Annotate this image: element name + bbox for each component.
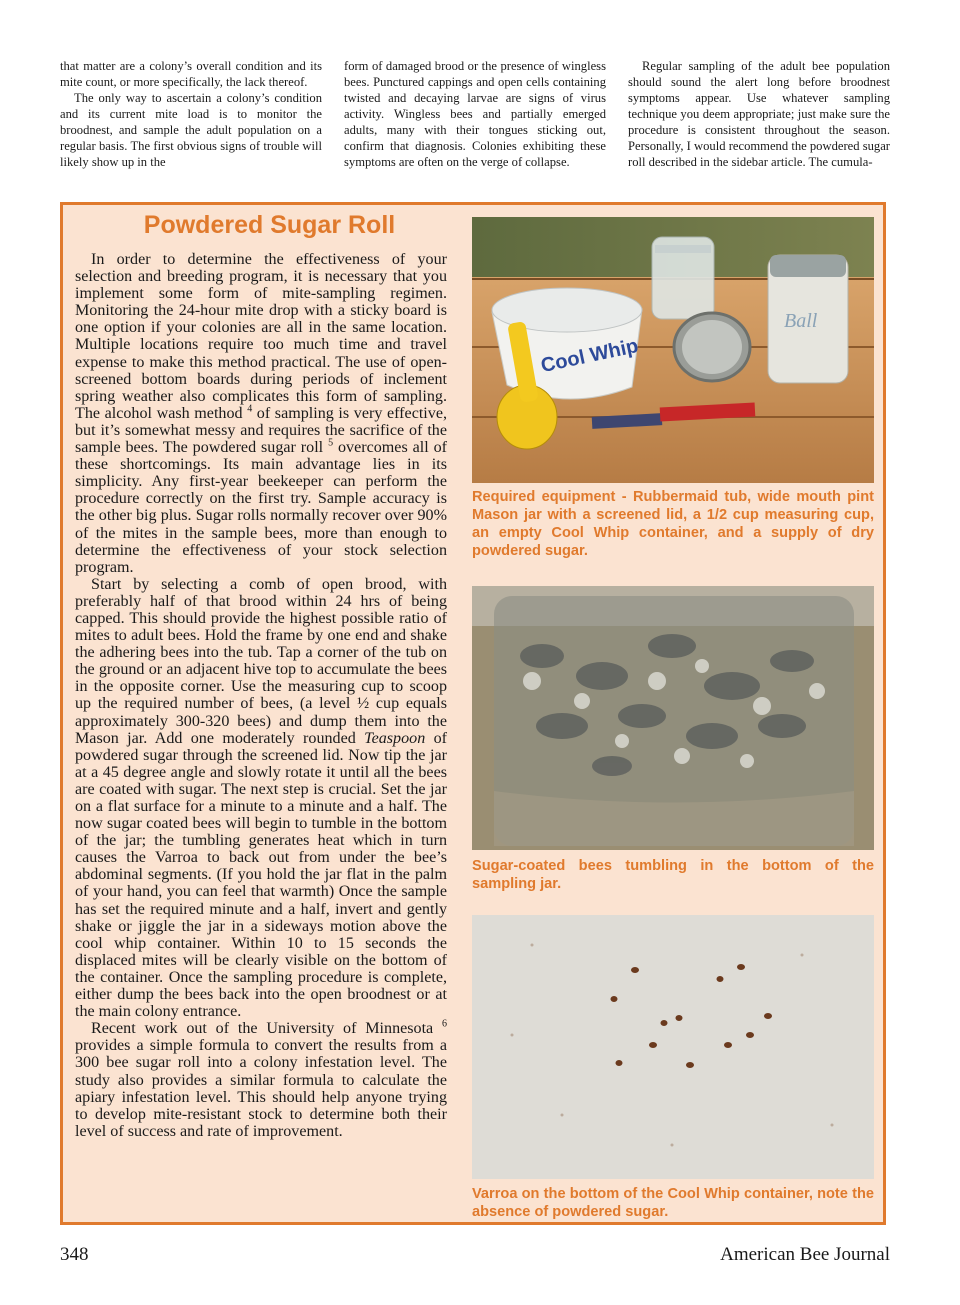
sidebar-paragraph-1 xyxy=(75,251,447,576)
sidebar-paragraph-3 xyxy=(75,1020,447,1140)
text-run: of sampling is very effective, but it’s somewhat messy and requires the sacrifice of the sample bees. The powdered sugar roll xyxy=(75,404,447,457)
caption-varroa: Varroa on the bottom of the Cool Whip container, note the absence of powdered sugar. xyxy=(472,1186,874,1220)
text-run: overcomes all of these shortcomings. Its main advantage lies in its simplicity. Any first-year beekeeper can perform the procedure correctly on the first try. Sample accuracy is the other big plus. Sugar rolls normally recover over 90% of the mites in the sample bees, more than enough to determine the effectiveness of your stock selection program. xyxy=(75,439,448,576)
text-run: of powdered sugar through the screened lid. Now tip the jar at a 45 degree angle and slowly rotate it until all the bees are coated with sugar. The next step is crucial. Set the jar on a flat surface for a minute to a minute and a half. The now sugar coated bees will begin to tumble in the bottom of the jar; the tumbling generates heat which in turn causes the Varroa to back out from under the bee’s abdominal segments. (If you hold the jar flat in the palm of your hand, you can feel that warmth) Once the sample has set the required minute and a half, invert and gently shake or jiggle the jar in a sideways motion above the cool whip container. Within 10 to 15 seconds the displaced mites will be clearly visible on the bottom of the container. Once the sampling procedure is complete, either dump the bees back into the open broodnest or at the main colony entrance. xyxy=(75,729,447,1021)
column-2 xyxy=(344,58,606,170)
paragraph: form of damaged brood or the presence of wingless bees. Punctured cappings and open cells containing twisted and decaying larvae are signs of virus activity. Wingless bees and partially emerged adults, many with their tongues sticking out, confirm that diagnosis. Colonies exhibiting these symptoms are often on the verge of collapse. xyxy=(344,59,606,169)
journal-name: American Bee Journal xyxy=(720,1244,890,1265)
tub-label: Cool Whip xyxy=(539,335,641,378)
caption-equipment: Required equipment - Rubbermaid tub, wide mouth pint Mason jar with a screened lid, a 1/2 cup measuring cup, an empty Cool Whip container, and a supply of dry powdered sugar. xyxy=(472,489,874,559)
varroa-photo xyxy=(472,915,874,1179)
varroa-illustration xyxy=(472,915,874,1179)
bees-jar-photo xyxy=(472,586,874,850)
text-run: Recent work out of the University of Minnesota xyxy=(91,1020,434,1038)
page-number: 348 xyxy=(60,1244,89,1265)
jar-label: Ball xyxy=(784,310,818,332)
article-columns xyxy=(60,58,890,190)
paragraph: that matter are a colony’s overall condition and its mite count, or more specifically, the lack thereof. xyxy=(60,59,322,89)
paragraph: Regular sampling of the adult bee population should sound the alert long before broodnest symptoms appear. Use whatever sampling technique you deem appropriate; just make sure the procedure is consistent throughout the season. Personally, I would recommend the powdered sugar roll described in the sidebar article. The cumula- xyxy=(628,59,890,169)
paragraph: The only way to ascertain a colony’s condition and its current mite load is to monitor the broodnest, and sample the adult population on a regular basis. The first obvious signs of trouble will likely show up in the xyxy=(60,91,322,169)
italic-term: Teaspoon xyxy=(364,729,426,747)
sidebar-body xyxy=(75,251,447,1140)
text-run: provides a simple formula to convert the results from a 300 bee sugar roll into a colony infestation level. The study also provides a similar formula to calculate the apiary infestation level. This should help anyone trying to develop mite-resistant stock to determine both their level of success and rate of improvement. xyxy=(75,1037,447,1140)
column-3 xyxy=(628,58,890,170)
bees-jar-illustration xyxy=(472,586,874,850)
footnote-ref: 6 xyxy=(442,1018,447,1030)
text-run: In order to determine the effectiveness of your selection and breeding program, it is necessary that you implement some form of mite-sampling regimen. Monitoring the 24-hour mite drop with a sticky board is one option if your colonies are all in the same location. Multiple locations require too much time and travel expense to make this method practical. The use of open-screened bottom boards during periods of inclement spring weather also complicates this form of sampling. The alcohol wash method xyxy=(75,251,447,422)
equipment-illustration xyxy=(472,217,874,483)
sidebar-paragraph-2 xyxy=(75,576,447,1020)
equipment-photo xyxy=(472,217,874,483)
column-1 xyxy=(60,58,322,170)
caption-bees-jar: Sugar-coated bees tumbling in the bottom of the sampling jar. xyxy=(472,858,874,892)
text-run: Start by selecting a comb of open brood, with preferably half of that brood within 24 hrs of being capped. This should provide the highest possible ratio of mites to adult bees. Hold the frame by one end and shake the adhering bees into the tub. Tap a corner of the tub on the ground or an adjacent hive top to accumulate the bees in the opposite corner. Use the measuring cup to scoop up the required number of bees, (a level ½ cup equals approximately 300-320 bees) and dump them into the Mason jar. Add one moderately rounded xyxy=(75,575,447,747)
footnote-ref: 4 xyxy=(247,403,253,415)
footnote-ref: 5 xyxy=(328,437,334,449)
sidebar-box xyxy=(60,202,886,1225)
sidebar-title: Powdered Sugar Roll xyxy=(143,211,396,239)
